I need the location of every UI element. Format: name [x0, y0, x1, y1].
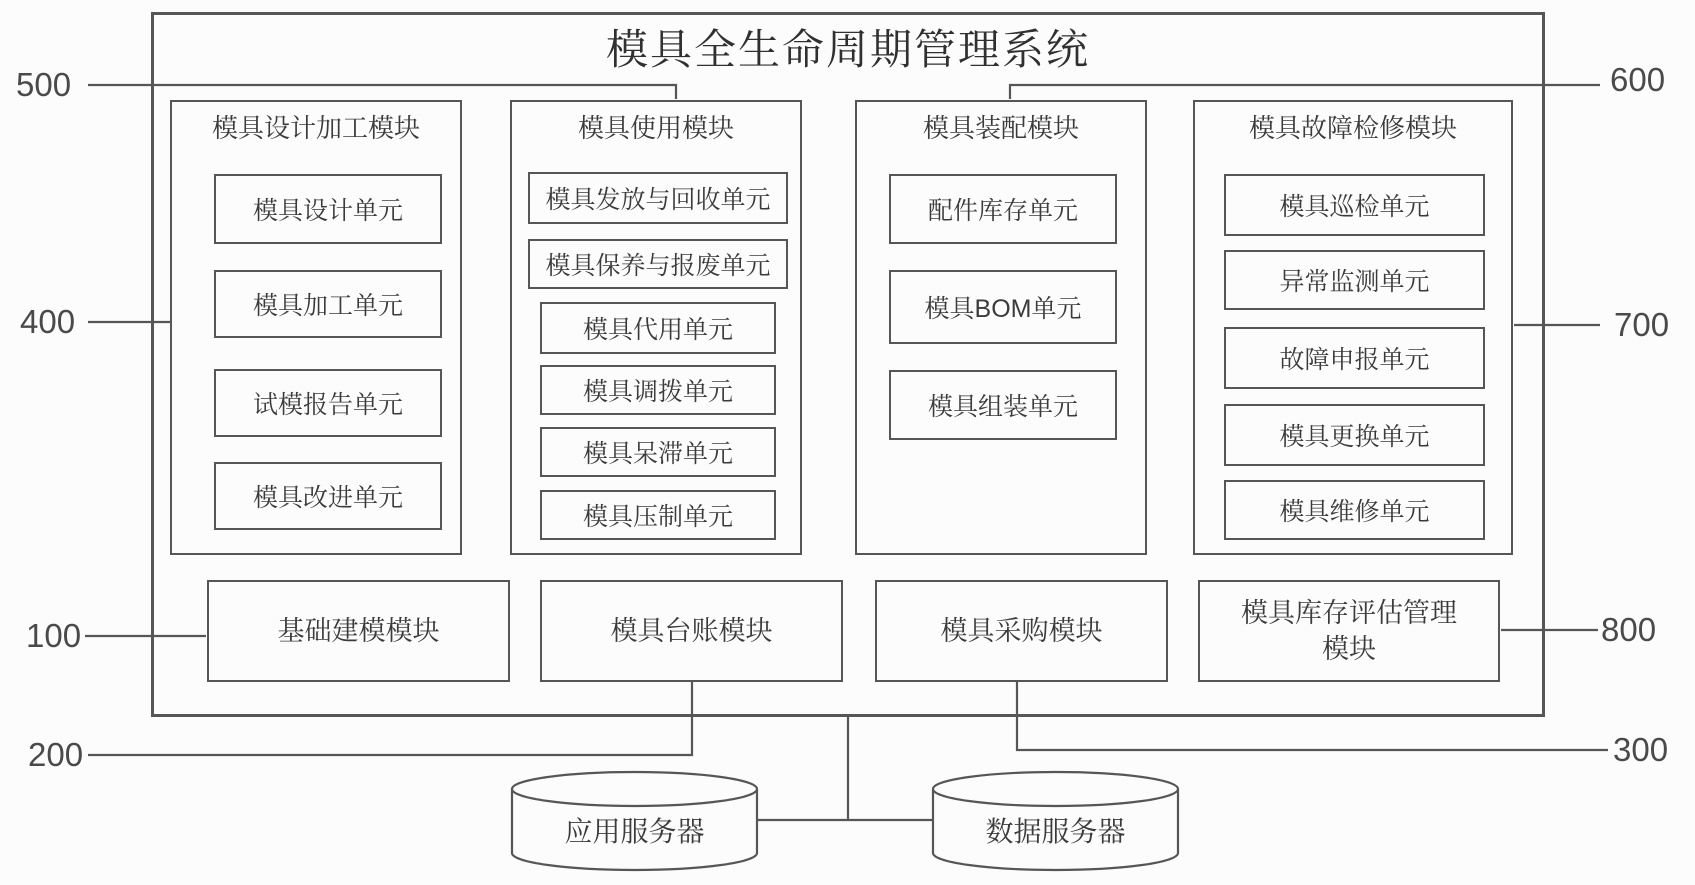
module-header: 模具故障检修模块 — [1248, 113, 1457, 143]
bottom-module-label: 基础建模模块 — [277, 616, 440, 646]
unit-box: 模具保养与报废单元 — [528, 239, 788, 289]
unit-box: 模具设计单元 — [214, 174, 442, 244]
ref-label-500: 500 — [16, 66, 72, 103]
ref-label-400: 400 — [20, 303, 76, 340]
server-label: 数据服务器 — [985, 816, 1126, 847]
unit-box: 模具压制单元 — [540, 490, 776, 540]
bottom-module-box — [875, 580, 1168, 682]
module-column-2 — [510, 100, 802, 555]
bottom-module-box — [540, 580, 843, 682]
bottom-module-label: 模具台账模块 — [610, 616, 773, 646]
unit-box: 模具改进单元 — [214, 462, 442, 530]
server-label: 应用服务器 — [564, 816, 705, 847]
unit-box: 故障申报单元 — [1224, 327, 1485, 389]
module-header: 模具装配模块 — [922, 113, 1079, 143]
ref-label-100: 100 — [26, 617, 82, 654]
data-server-cylinder-top — [933, 772, 1178, 806]
unit-box: 模具组装单元 — [889, 370, 1117, 440]
module-column-3 — [855, 100, 1147, 555]
unit-box: 模具巡检单元 — [1224, 174, 1485, 236]
unit-box: 模具维修单元 — [1224, 480, 1485, 540]
bottom-module-label: 模具采购模块 — [940, 616, 1103, 646]
bottom-module-box — [1198, 580, 1500, 682]
module-column-4 — [1193, 100, 1513, 555]
unit-box: 模具呆滞单元 — [540, 427, 776, 477]
diagram-title: 模具全生命周期管理系统 — [605, 26, 1090, 73]
unit-box: 模具调拨单元 — [540, 365, 776, 415]
app-server-cylinder-top — [512, 772, 757, 806]
bottom-module-label: 模具库存评估管理模块 — [1241, 598, 1457, 664]
ref-label-300: 300 — [1613, 731, 1669, 768]
module-header: 模具使用模块 — [577, 113, 734, 143]
unit-box: 配件库存单元 — [889, 174, 1117, 244]
unit-box: 模具加工单元 — [214, 270, 442, 338]
module-column-1 — [170, 100, 462, 555]
bottom-module-box — [207, 580, 510, 682]
unit-box: 模具发放与回收单元 — [528, 172, 788, 224]
ref-label-800: 800 — [1601, 611, 1657, 648]
unit-box: 试模报告单元 — [214, 369, 442, 437]
unit-box: 模具更换单元 — [1224, 404, 1485, 466]
ref-label-600: 600 — [1610, 61, 1666, 98]
unit-box: 模具BOM单元 — [889, 270, 1117, 344]
unit-box: 异常监测单元 — [1224, 250, 1485, 310]
ref-label-200: 200 — [28, 736, 84, 773]
ref-label-700: 700 — [1614, 306, 1670, 343]
module-header: 模具设计加工模块 — [211, 113, 420, 143]
unit-box: 模具代用单元 — [540, 302, 776, 354]
